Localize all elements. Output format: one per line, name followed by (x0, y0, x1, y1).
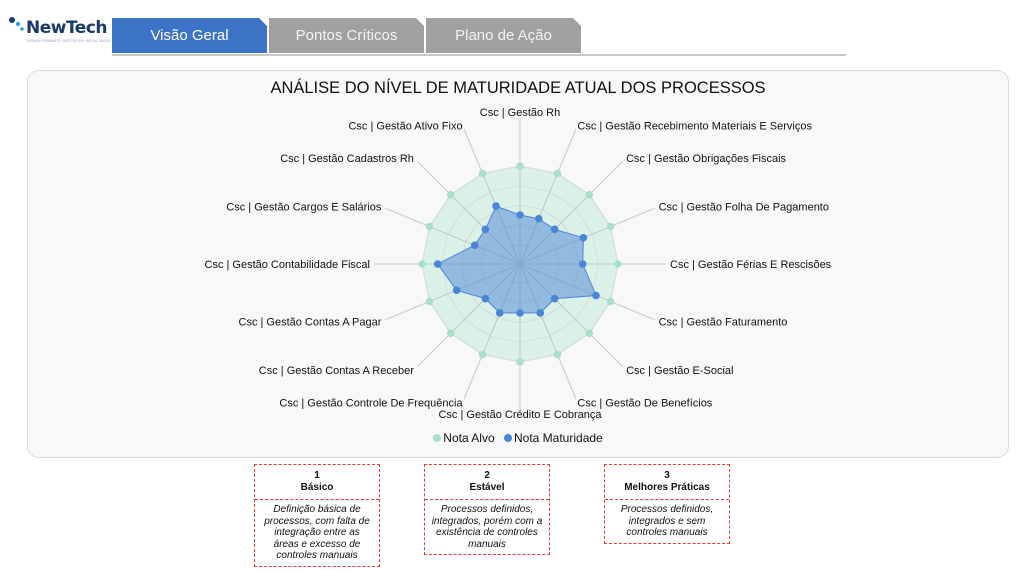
level-description: Definição básica de processos, com falta de integração entre as áreas e excesso de controles manuais (264, 504, 370, 561)
level-header (255, 465, 379, 500)
point-nota-alvo (607, 223, 615, 231)
point-nota-alvo (554, 170, 562, 178)
legend-item-nota-maturidade[interactable] (504, 431, 603, 445)
label-leader-line (385, 302, 429, 320)
point-nota-alvo (479, 351, 487, 359)
axis-label: Csc | Gestão E-Social (626, 365, 734, 378)
point-nota-maturidade (592, 292, 600, 300)
chart-legend (28, 431, 1008, 445)
point-nota-alvo (426, 223, 434, 231)
point-nota-maturidade (579, 260, 587, 268)
chart-title: ANÁLISE DO NÍVEL DE MATURIDADE ATUAL DOS PROCESSOS (270, 79, 766, 97)
legend-swatch-nota-alvo (433, 434, 441, 442)
legend-label-nota-alvo: Nota Alvo (443, 431, 495, 445)
point-nota-maturidade (551, 295, 559, 303)
point-nota-alvo (585, 191, 593, 199)
tab-pontos-criticos[interactable]: Pontos Críticos (269, 18, 424, 53)
level-name: Melhores Práticas (624, 482, 710, 493)
point-nota-alvo (554, 351, 562, 359)
axis-label: Csc | Gestão Férias E Rescisões (670, 259, 832, 271)
label-leader-line (464, 129, 482, 173)
legend-swatch-nota-maturidade (504, 434, 512, 442)
axis-label: Csc | Gestão De Benefícios (577, 397, 713, 410)
level-header (605, 465, 729, 500)
point-nota-maturidade (516, 211, 524, 219)
tab-bar (112, 18, 846, 56)
axis-label: Csc | Gestão Ativo Fixo (348, 120, 463, 133)
point-nota-alvo (614, 260, 622, 268)
point-nota-maturidade (516, 309, 524, 317)
legend-item-nota-alvo[interactable] (433, 431, 494, 445)
point-nota-maturidade (434, 260, 442, 268)
point-nota-maturidade (471, 241, 479, 249)
label-leader-line (385, 208, 429, 226)
point-nota-alvo (607, 298, 615, 306)
level-card-basico (254, 464, 380, 567)
axis-label: Csc | Gestão Cargos E Salários (226, 201, 382, 214)
axis-label: Csc | Gestão Recebimento Materiais E Serviços (577, 120, 812, 133)
level-description: Processos definidos, integrados e sem controles manuais (620, 504, 714, 538)
point-nota-alvo (426, 298, 434, 306)
axis-label: Csc | Gestão Contabilidade Fiscal (204, 259, 370, 271)
level-card-estavel (424, 464, 550, 555)
chart-card (27, 70, 1009, 458)
level-name: Estável (469, 482, 505, 493)
point-nota-alvo (447, 329, 455, 337)
tab-visao-geral[interactable]: Visão Geral (112, 18, 267, 53)
point-nota-alvo (447, 191, 455, 199)
point-nota-alvo (585, 329, 593, 337)
axis-label: Csc | Gestão Faturamento (658, 316, 788, 329)
axis-label: Csc | Gestão Crédito E Cobrança (438, 409, 602, 421)
point-nota-maturidade (492, 202, 500, 210)
label-leader-line (611, 208, 655, 226)
axis-label: Csc | Gestão Controle De Frequência (279, 397, 463, 410)
level-number: 2 (484, 470, 490, 481)
level-description: Processos definidos, integrados, porém com a existência de controles manuais (431, 504, 543, 550)
point-nota-alvo (516, 162, 524, 170)
axis-label: Csc | Gestão Folha De Pagamento (658, 201, 829, 214)
point-nota-maturidade (535, 215, 543, 223)
newtech-logo (8, 12, 112, 48)
point-nota-maturidade (482, 226, 490, 234)
level-number: 1 (314, 470, 320, 481)
level-number: 3 (664, 470, 670, 481)
label-leader-line (558, 355, 576, 399)
point-nota-maturidade (580, 234, 588, 242)
label-leader-line (611, 302, 655, 320)
brand-name: NewTech (26, 18, 108, 38)
axis-label: Csc | Gestão Rh (479, 107, 561, 119)
point-nota-maturidade (482, 295, 490, 303)
point-nota-alvo (479, 170, 487, 178)
axis-label: Csc | Gestão Cadastros Rh (280, 152, 414, 165)
label-leader-line (417, 161, 451, 195)
legend-label-nota-maturidade: Nota Maturidade (514, 431, 603, 445)
point-nota-maturidade (453, 286, 461, 294)
tab-plano-de-acao[interactable]: Plano de Ação (426, 18, 581, 53)
label-leader-line (589, 333, 623, 367)
level-header (425, 465, 549, 500)
brand-tagline: TRANSFORMANDO GESTÃO EM RESULTADOS (26, 39, 112, 43)
label-leader-line (589, 161, 623, 195)
point-nota-maturidade (536, 309, 544, 317)
logo-mark-icon (8, 16, 26, 34)
point-nota-alvo (418, 260, 426, 268)
axis-label: Csc | Gestão Contas A Receber (258, 365, 414, 378)
label-leader-line (417, 333, 451, 367)
label-leader-line (464, 355, 482, 399)
point-nota-maturidade (551, 226, 559, 234)
point-nota-alvo (516, 358, 524, 366)
point-nota-maturidade (496, 309, 504, 317)
level-name: Básico (300, 482, 334, 493)
label-leader-line (558, 129, 576, 173)
axis-label: Csc | Gestão Contas A Pagar (238, 316, 382, 329)
level-card-melhores-praticas (604, 464, 730, 544)
radar-chart (28, 71, 1008, 457)
axis-label: Csc | Gestão Obrigações Fiscais (626, 152, 787, 165)
